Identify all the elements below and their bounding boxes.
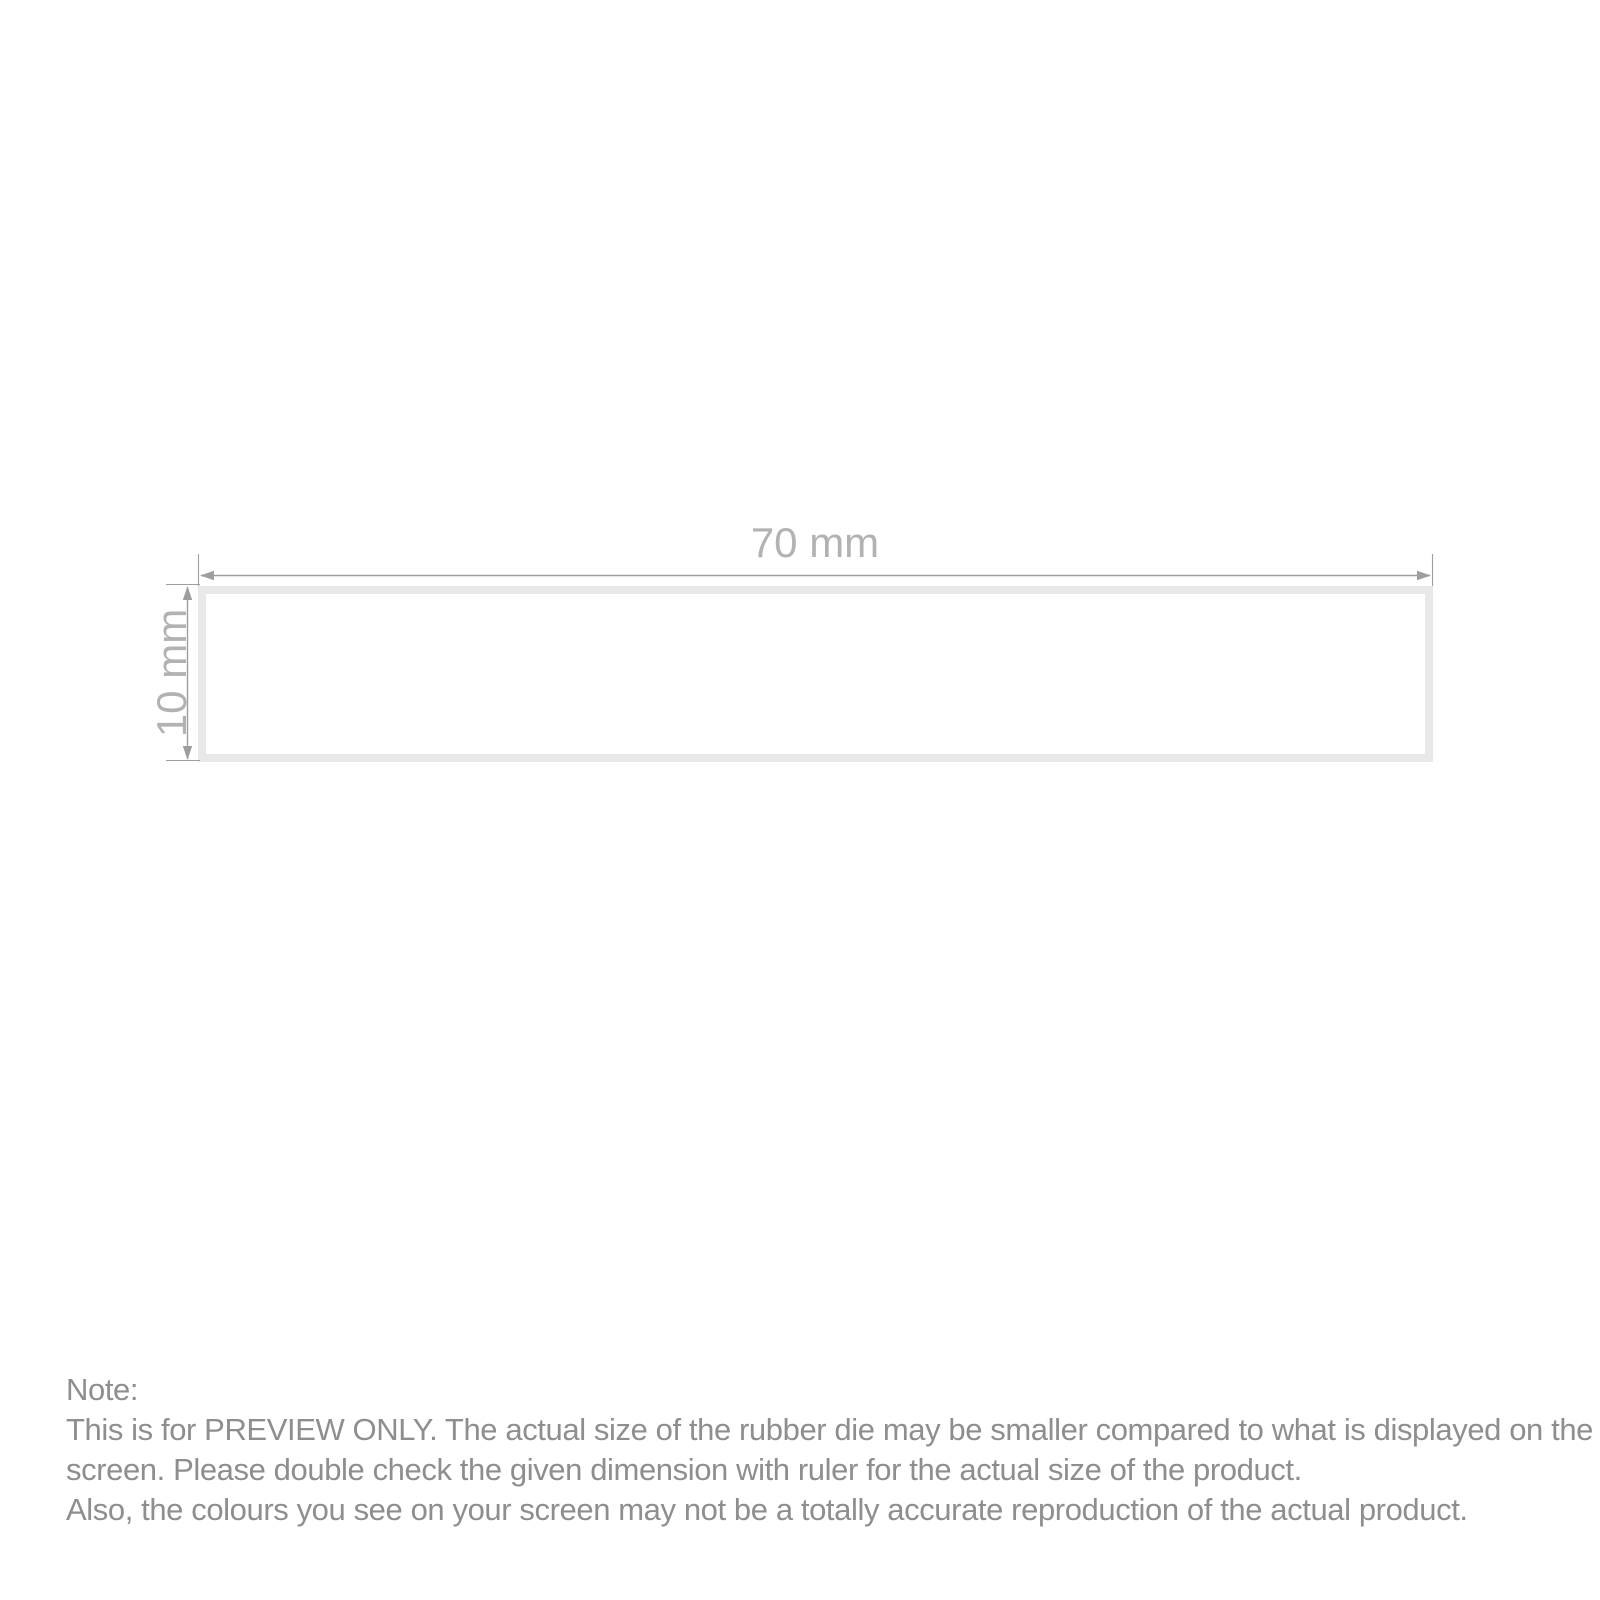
height-dimension-label: 10 mm [148, 608, 195, 738]
note-title: Note: [66, 1372, 139, 1407]
note-line: This is for PREVIEW ONLY. The actual size of the rubber die may be smaller compared to what is displayed on the [66, 1412, 1594, 1447]
width-arrow-right-icon [1417, 571, 1431, 580]
note [66, 1370, 1594, 1530]
height-arrow-top-icon [183, 586, 192, 600]
note-line: screen. Please double check the given dimension with ruler for the actual size of the product. [66, 1452, 1302, 1487]
stamp-die-outline [202, 590, 1429, 758]
note-line: Also, the colours you see on your screen may not be a totally accurate reproduction of the actual product. [66, 1492, 1468, 1527]
width-arrow-left-icon [200, 571, 214, 580]
width-dimension-label: 70 mm [750, 519, 880, 566]
height-arrow-bottom-icon [183, 746, 192, 760]
